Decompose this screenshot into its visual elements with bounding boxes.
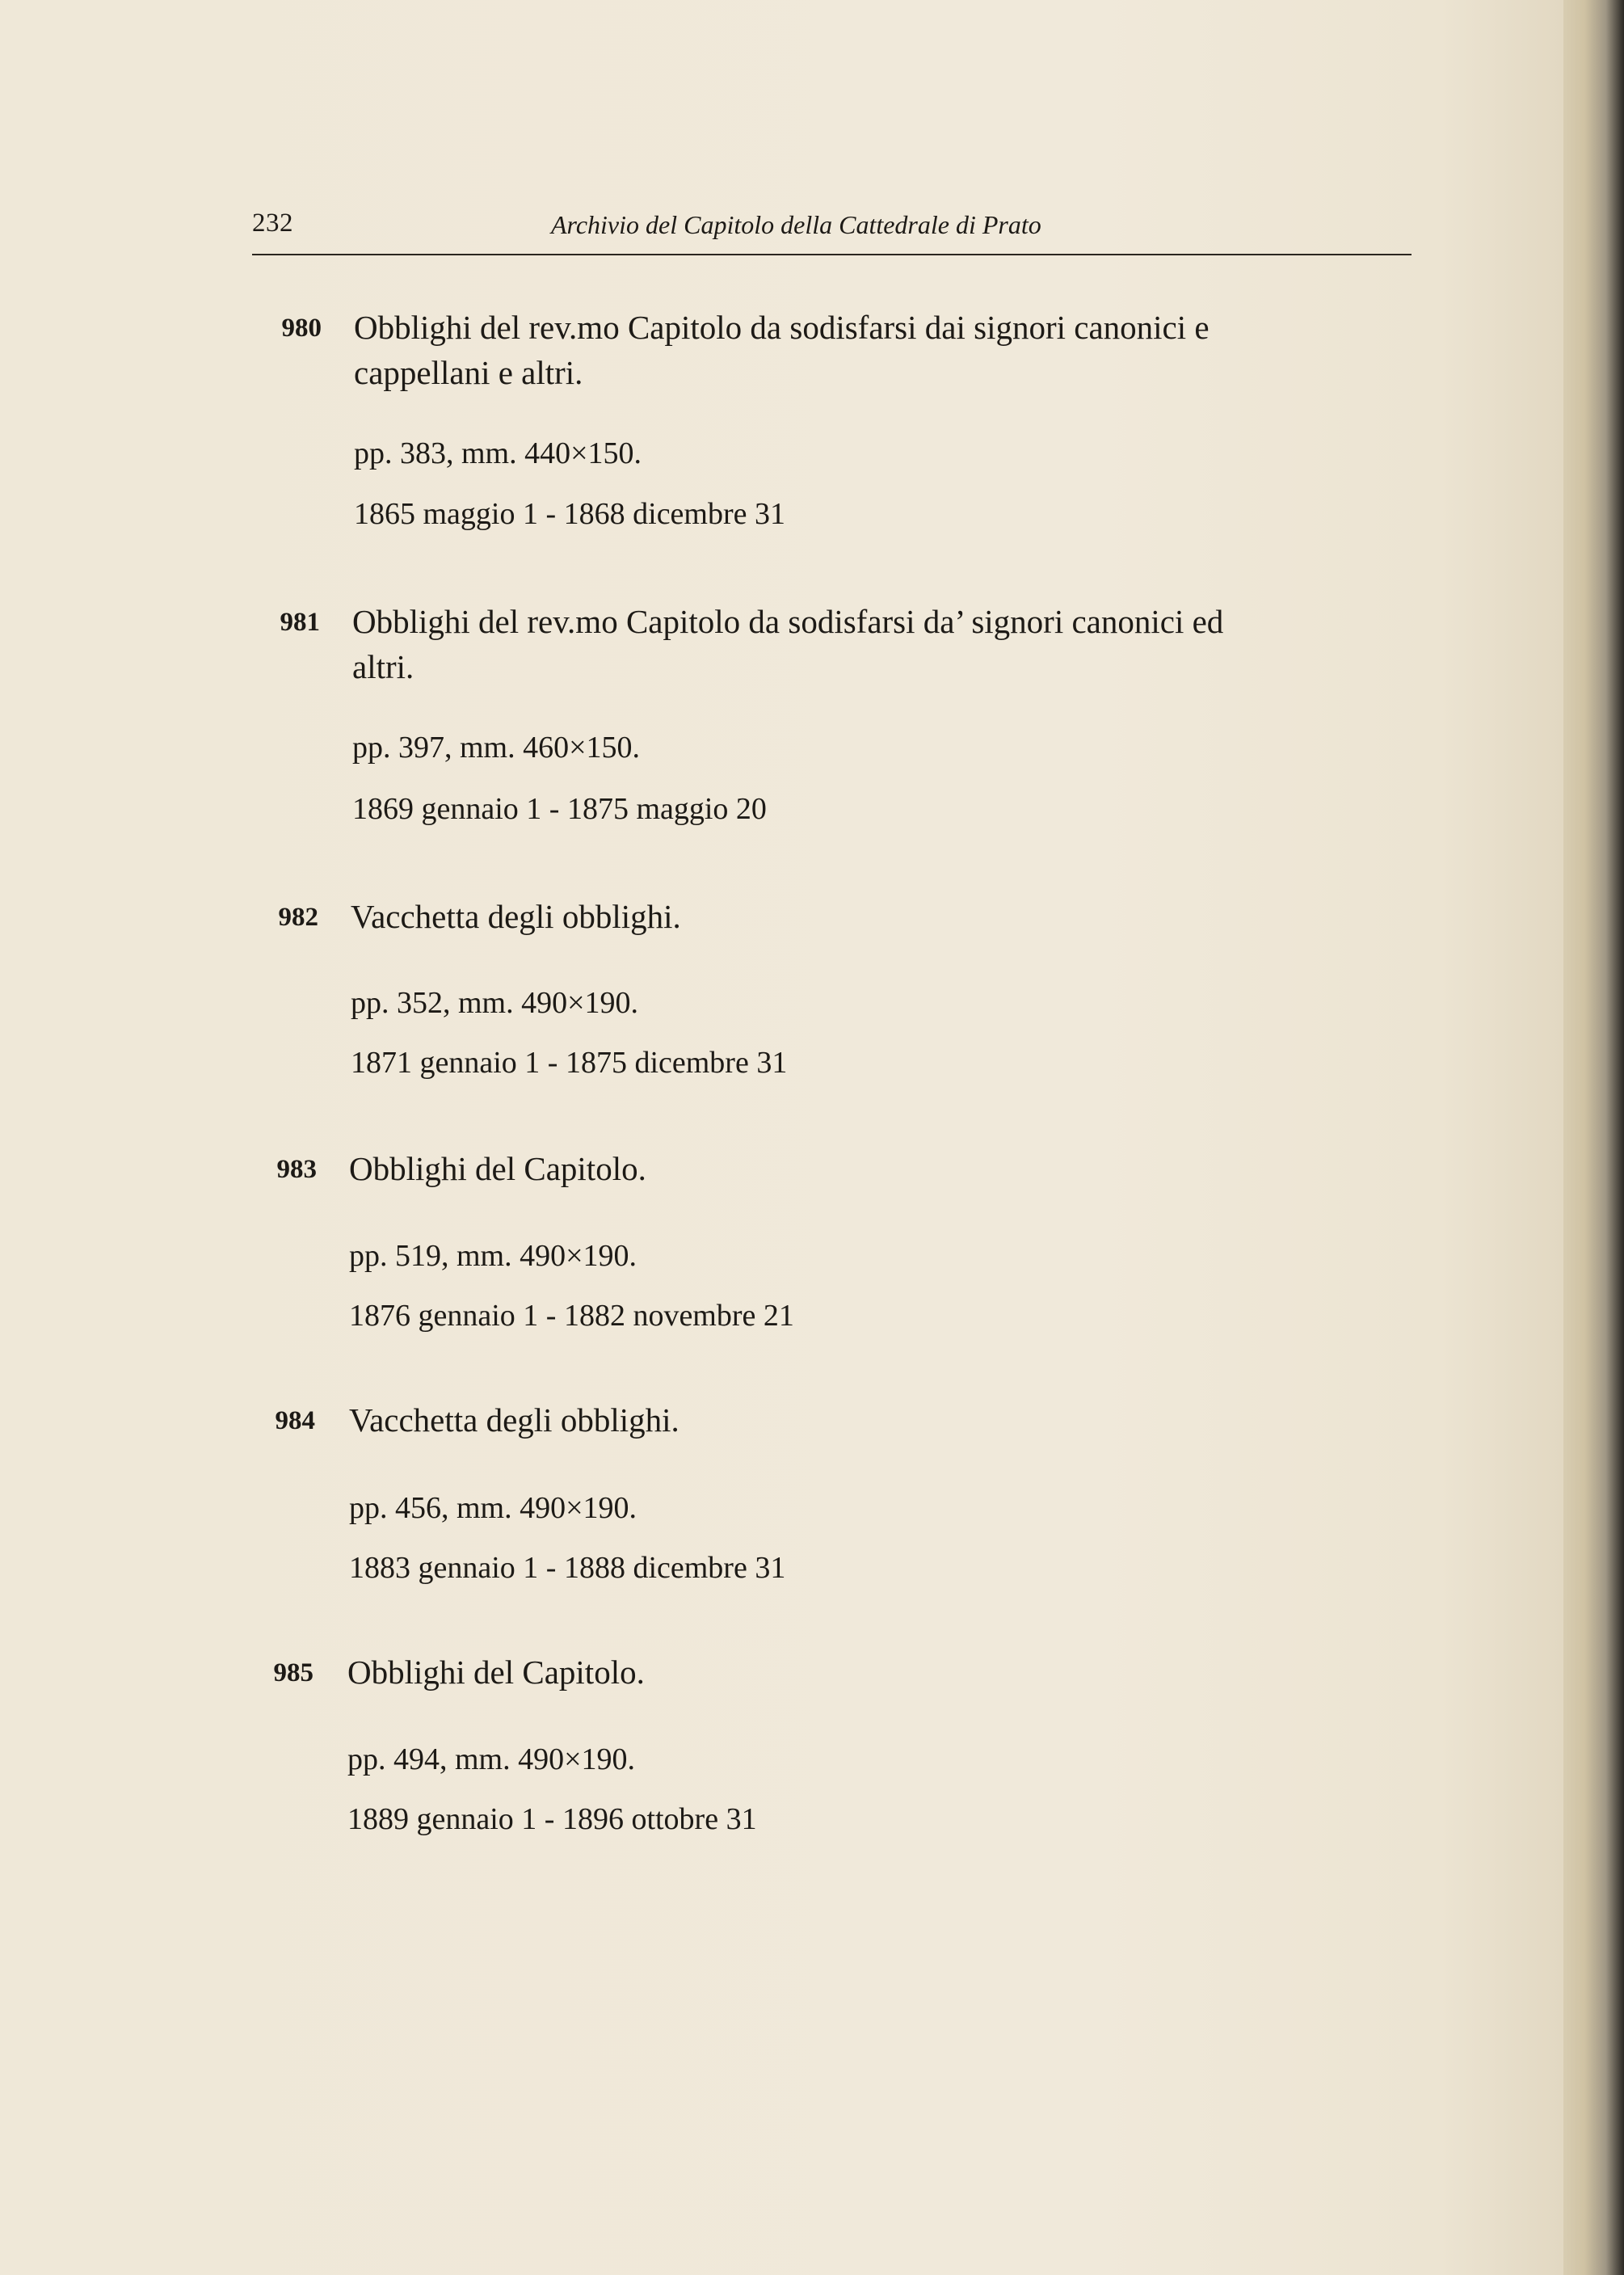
entry-number: 981	[280, 608, 320, 637]
entry-title	[352, 599, 1223, 689]
page-number: 232	[252, 209, 293, 238]
entry-title-line: cappellani e altri.	[354, 354, 583, 391]
entry-dates: 1871 gennaio 1 - 1875 dicembre 31	[351, 1046, 788, 1080]
entry-title-line: Vacchetta degli obblighi.	[349, 1401, 679, 1439]
entry-description: pp. 383, mm. 440×150.	[354, 436, 642, 470]
running-title: Archivio del Capitolo della Cattedrale di Prato	[551, 210, 1041, 239]
page-header	[252, 204, 1412, 255]
entry-title-line: Obblighi del Capitolo.	[347, 1654, 645, 1691]
book-gutter-shadow	[1563, 0, 1624, 2275]
entry-title	[349, 1397, 679, 1443]
entry-title-line: altri.	[352, 648, 414, 685]
entry-dates: 1869 gennaio 1 - 1875 maggio 20	[352, 792, 767, 826]
entry-title-line: Obblighi del Capitolo.	[349, 1150, 646, 1187]
entry-description: pp. 519, mm. 490×190.	[349, 1239, 637, 1273]
entry-title-line: Obblighi del rev.mo Capitolo da sodisfarsi da’ signori canonici ed	[352, 603, 1224, 640]
entry-dates: 1876 gennaio 1 - 1882 novembre 21	[349, 1299, 794, 1333]
entry-number: 983	[276, 1155, 317, 1184]
entry-number: 985	[273, 1658, 313, 1687]
entry-title	[354, 305, 1210, 395]
entry-title	[349, 1146, 646, 1191]
entry-description: pp. 494, mm. 490×190.	[347, 1742, 636, 1776]
entry-description: pp. 456, mm. 490×190.	[349, 1491, 637, 1525]
entry-title-line: Vacchetta degli obblighi.	[351, 898, 681, 935]
entry-dates: 1883 gennaio 1 - 1888 dicembre 31	[349, 1551, 786, 1585]
entry-title-line: Obblighi del rev.mo Capitolo da sodisfarsi dai signori canonici e	[354, 309, 1210, 346]
entry-title	[351, 894, 681, 939]
entry-description: pp. 397, mm. 460×150.	[352, 731, 641, 765]
entry-description: pp. 352, mm. 490×190.	[351, 986, 639, 1020]
entry-dates: 1889 gennaio 1 - 1896 ottobre 31	[347, 1802, 757, 1836]
entry-number: 984	[275, 1406, 315, 1435]
entry-title	[347, 1649, 645, 1695]
entry-number: 982	[278, 903, 318, 932]
entry-number: 980	[281, 314, 322, 343]
entry-dates: 1865 maggio 1 - 1868 dicembre 31	[354, 497, 786, 531]
